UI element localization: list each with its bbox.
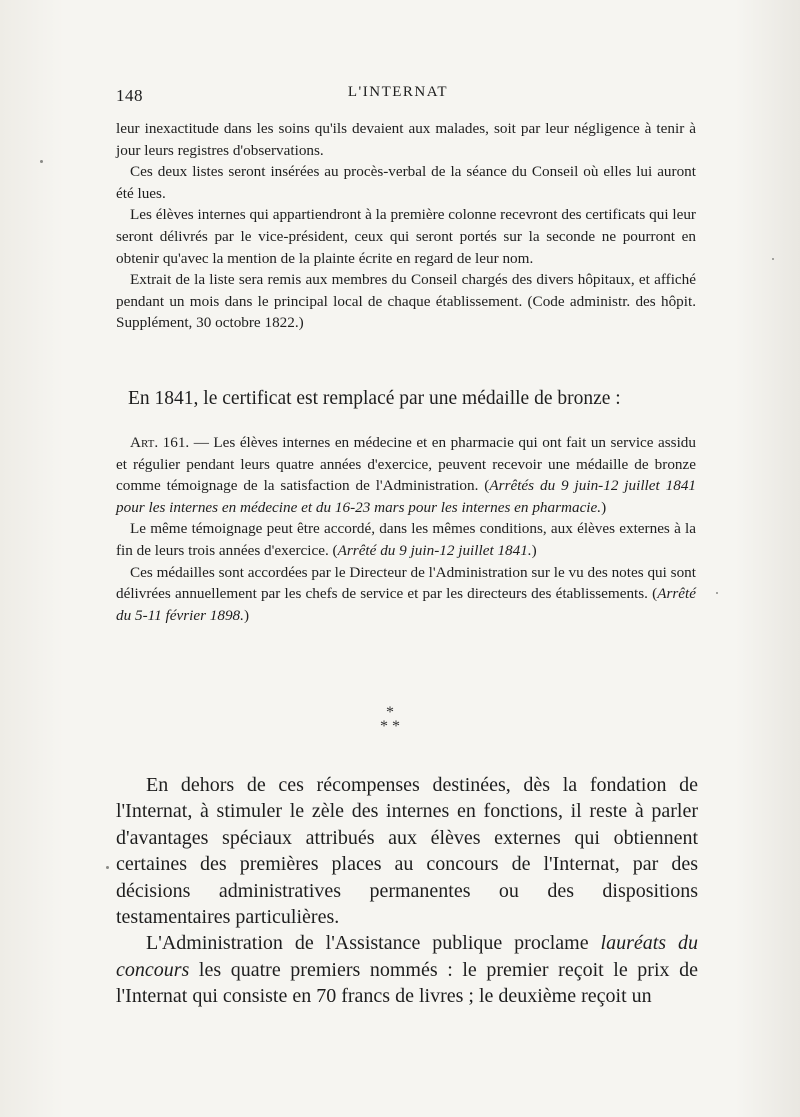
paragraph: Extrait de la liste sera remis aux membres du Conseil chargés des divers hôpitaux, et affiché pendant un mois dans le principal local de chaque établissement. (Code administr. des hôpit. Supplément, 30 octobre 1822.) bbox=[116, 271, 696, 332]
paragraph bbox=[116, 930, 698, 1009]
paragraph-end: ) bbox=[243, 606, 250, 624]
paragraph: Les élèves internes qui appartiendront à la première colonne recevront des certificats qui leur seront délivrés par le vice-président, ceux qui seront portés sur la seconde ne pourront en obtenir qu'avec la mention de la plainte écrite en regard de leur nom. bbox=[116, 206, 696, 267]
paragraph-text: — Les élèves internes en médecine et en pharmacie qui ont fait un service assidu et régulier pendant leurs quatre années d'exercice, peuvent recevoir une médaille de bronze comme témoignage de la satisfaction de l'Administration. ( bbox=[116, 434, 696, 495]
asterism-ornament bbox=[360, 706, 420, 734]
asterism-bottom: * * bbox=[380, 718, 400, 735]
paragraph bbox=[116, 432, 696, 518]
paragraph: leur inexactitude dans les soins qu'ils devaient aux malades, soit par leur négligence à tenir à jour leurs registres d'observations. bbox=[116, 120, 696, 159]
paragraph-text: les quatre premiers nommés : le premier reçoit le prix de l'Internat qui consiste en 70 francs de livres ; le deuxième reçoit un bbox=[116, 958, 698, 1008]
paragraph-end: ) bbox=[531, 541, 537, 559]
scan-speck bbox=[716, 592, 718, 594]
scan-speck bbox=[772, 258, 774, 260]
quoted-regulation-text bbox=[116, 118, 696, 334]
scan-speck bbox=[106, 866, 109, 869]
paragraph-end: ) bbox=[601, 498, 607, 516]
page-number: 148 bbox=[116, 86, 143, 105]
page-header bbox=[116, 84, 680, 108]
section-intro: En 1841, le certificat est remplacé par une médaille de bronze : bbox=[128, 388, 621, 409]
paragraph-text: L'Administration de l'Assistance publique proclame bbox=[146, 932, 601, 955]
paragraph bbox=[116, 518, 696, 561]
main-body-text bbox=[116, 772, 698, 1010]
citation: Arrêtés du 9 juin-12 juillet 1841 pour les internes en médecine et du 16-23 mars pour les internes en pharmacie. bbox=[116, 477, 697, 516]
paragraph-text: Le même témoignage peut être accordé, dans les mêmes conditions, aux élèves externes à la fin de leurs trois années d'exercice. ( bbox=[116, 520, 696, 559]
scan-speck bbox=[40, 160, 43, 163]
article-161-text bbox=[116, 432, 696, 626]
paragraph: Ces deux listes seront insérées au procès-verbal de la séance du Conseil où elles lui auront été lues. bbox=[116, 163, 696, 202]
asterism-top: * bbox=[386, 704, 394, 721]
citation: Arrêté du 5-11 février 1898. bbox=[116, 585, 696, 624]
article-label: Art. 161. bbox=[130, 434, 190, 451]
running-title: L'INTERNAT bbox=[347, 84, 449, 100]
citation: Arrêté du 9 juin-12 juillet 1841. bbox=[337, 541, 532, 559]
paragraph: En dehors de ces récompenses destinées, dès la fondation de l'Internat, à stimuler le zèle des internes en fonctions, il reste à parler d'avantages spéciaux attribués aux élèves externes qui obtiennent certaines des premières places au concours de l'Internat, par des décisions administratives permanentes ou des dispositions testamentaires particulières. bbox=[116, 774, 698, 929]
emphasis: lauréats du concours bbox=[116, 932, 698, 981]
paragraph-text: Ces médailles sont accordées par le Directeur de l'Administration sur le vu des notes qui sont délivrées annuellement par les chefs de service et par les directeurs des établissements. ( bbox=[116, 563, 696, 603]
paragraph bbox=[116, 562, 696, 627]
